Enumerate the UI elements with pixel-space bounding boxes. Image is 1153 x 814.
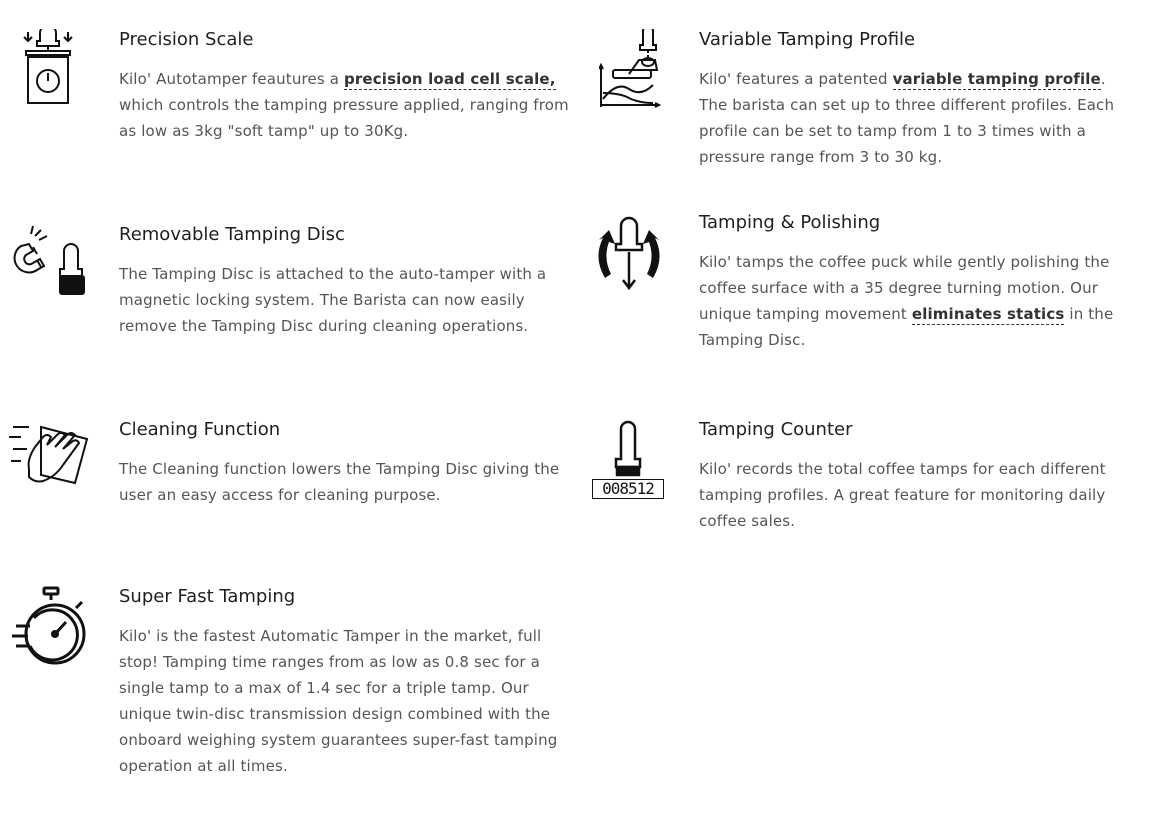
- feature-description: The Tamping Disc is attached to the auto-tamper with a magnetic locking system. The Barista can now easily remove the Tamping Disc during cleaning operations.: [119, 265, 547, 335]
- counter-digits: 008512: [592, 479, 664, 499]
- stopwatch-icon: [12, 586, 90, 670]
- highlight-text: variable tamping profile: [892, 70, 1101, 88]
- feature-title: Tamping & Polishing: [699, 212, 881, 233]
- magnet-tamper-icon: [7, 224, 92, 304]
- feature-title: Precision Scale: [119, 29, 254, 50]
- feature-title: Tamping Counter: [699, 419, 853, 440]
- feature-title: Super Fast Tamping: [119, 586, 296, 607]
- feature-title: Removable Tamping Disc: [119, 224, 345, 245]
- feature-description: Kilo' is the fastest Automatic Tamper in the market, full stop! Tamping time ranges from as low as 0.8 sec for a single tamp to a max of 1.4 sec for a triple tamp. Our unique twin-disc transmission design combined with the onboard weighing system guarantees super-fast tamping operation at all times.: [119, 627, 558, 775]
- feature-description: The Cleaning function lowers the Tamping Disc giving the user an easy access for cleaning purpose.: [119, 460, 560, 504]
- rotate-tamper-icon: [587, 214, 671, 298]
- scale-icon: [19, 29, 77, 109]
- feature-description: Kilo' features a patented variable tamping profile. The barista can set up to three different profiles. Each profile can be set to tamp from 1 to 3 times with a pressure range from 3 to 30 kg.: [699, 70, 1115, 166]
- cleaning-hand-icon: [7, 419, 92, 499]
- highlight-text: precision load cell scale,: [344, 70, 556, 88]
- feature-title: Cleaning Function: [119, 419, 281, 440]
- tamping-profile-icon: [599, 29, 661, 109]
- feature-title: Variable Tamping Profile: [699, 29, 916, 50]
- highlight-text: eliminates statics: [911, 305, 1065, 323]
- tamp-counter-icon: [592, 419, 667, 509]
- feature-description: Kilo' tamps the coffee puck while gently polishing the coffee surface with a 35 degree turning motion. Our unique tamping movement eliminates statics in the Tamping Disc.: [699, 253, 1114, 349]
- feature-description: Kilo' Autotamper feautures a precision load cell scale, which controls the tamping pressure applied, ranging from as low as 3kg "soft tamp" up to 30Kg.: [119, 70, 569, 140]
- feature-description: Kilo' records the total coffee tamps for each different tamping profiles. A great feature for monitoring daily coffee sales.: [699, 460, 1106, 530]
